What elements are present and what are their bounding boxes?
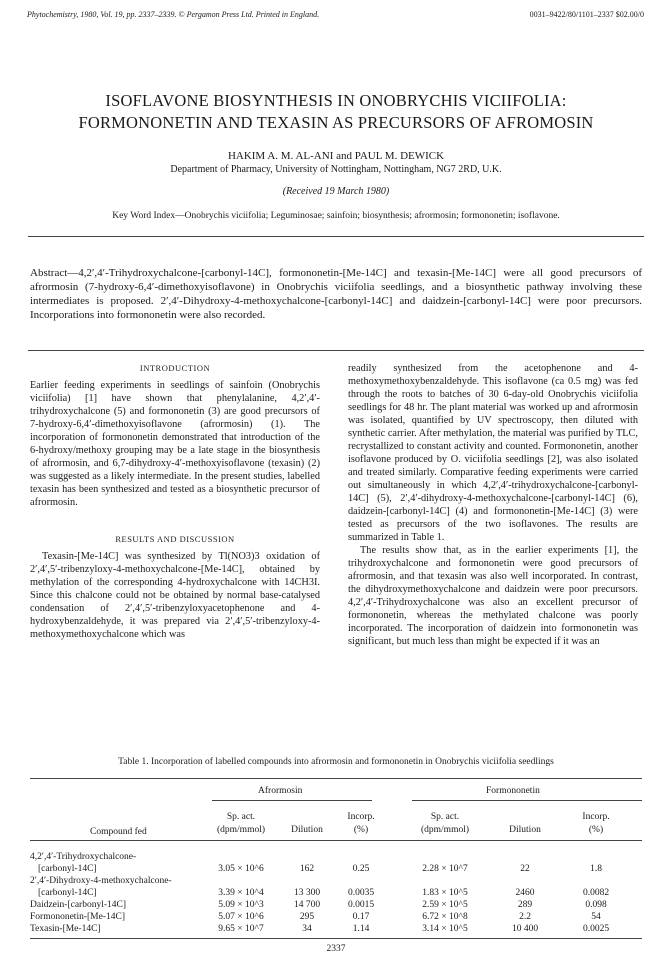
left-column: [30, 362, 320, 641]
table-cell: 2.59 × 10^5: [422, 900, 468, 910]
header-incorp-a-1: Incorp.: [347, 812, 375, 822]
table-cell: 0.25: [352, 864, 370, 874]
table-cell: 289: [517, 900, 533, 910]
keyword-index: Key Word Index—Onobrychis viciifolia; Leguminosae; sainfoin; biosynthesis; afrormosin; formononetin; isoflavone.: [112, 211, 560, 221]
table-cell: 14 700: [293, 900, 321, 910]
table-cell: 54: [591, 912, 601, 922]
table-cell: 10 400: [511, 924, 539, 934]
introduction-text: Earlier feeding experiments in seedlings of sainfoin (Onobrychis viciifolia) [1] have shown that phenylalanine, 4,2′,4′-trihydroxychalcone (5) and formononetin (3) are good precursors of 7-hydroxy-6,4′-dimethoxyisoflavone (afrormosin) (1). The incorporation of formononetin demonstrated that introduction of the 6-hydroxy/methoxy grouping may be a late stage in the biosynthesis of afrormosin, and 6,7-dihydroxy-4′-methoxyisoflavone (texasin) (2) was suggested as a likely intermediate. In the present studies, labelled texasin has been synthesized and tested as a biosynthetic precursor of afrormosin.: [30, 380, 320, 508]
introduction-heading: INTRODUCTION: [139, 363, 211, 373]
title-line-1: ISOFLAVONE BIOSYNTHESIS IN ONOBRYCHIS VICIIFOLIA:: [105, 91, 567, 110]
abstract: Abstract—4,2′,4′-Trihydroxychalcone-[carbonyl-14C], formononetin-[Me-14C] and texasin-[Me-14C] were all good precursors of afrormosin (7-hydroxy-6,4′-dimethoxyisoflavone) in Onobrychis viciifolia seedlings, and a biosynthetic pathway involving these intermediates is proposed. 2′,4′-Dihydroxy-4-methoxychalcone-[carbonyl-14C] and daidzein-[carbonyl-14C] were poor precursors. Incorporations into formononetin were also recorded.: [30, 267, 642, 321]
table-cell: 22: [520, 864, 530, 874]
group-rule-formononetin: [412, 800, 642, 801]
table-cell: 5.09 × 10^3: [218, 900, 264, 910]
row-2-compound: 2′,4′-Dihydroxy-4-methoxychalcone-: [30, 876, 172, 886]
header-dilution-f: Dilution: [509, 825, 541, 835]
table-cell: 1.14: [352, 924, 370, 934]
table-cell: 13 300: [293, 888, 321, 898]
table-rule-bottom: [30, 938, 642, 939]
row-1-compound-cont: [carbonyl-14C]: [38, 864, 97, 874]
table-cell: 34: [302, 924, 312, 934]
header-incorp-f-2: (%): [588, 825, 604, 835]
row-4-compound: Formononetin-[Me-14C]: [30, 912, 125, 922]
table-cell: 3.14 × 10^5: [422, 924, 468, 934]
table-cell: 1.83 × 10^5: [422, 888, 468, 898]
table-cell: 1.8: [590, 864, 602, 874]
results-heading: RESULTS AND DISCUSSION: [115, 534, 235, 544]
header-spact-f-2: (dpm/mmol): [420, 825, 470, 835]
header-incorp-f-1: Incorp.: [582, 812, 610, 822]
table-cell: 2460: [515, 888, 535, 898]
paper-title: [30, 90, 642, 134]
row-2-compound-cont: [carbonyl-14C]: [38, 888, 97, 898]
table-cell: 9.65 × 10^7: [218, 924, 264, 934]
table-cell: 162: [299, 864, 315, 874]
header-spact-a-2: (dpm/mmol): [216, 825, 266, 835]
table-caption: Table 1. Incorporation of labelled compounds into afrormosin and formononetin in Onobrychis viciifolia seedlings: [118, 757, 554, 767]
page-number: 2337: [326, 944, 346, 954]
journal-code: 0031–9422/80/1101–2337 $02.00/0: [529, 10, 644, 19]
title-line-2: FORMONONETIN AND TEXASIN AS PRECURSORS OF AFROMOSIN: [78, 113, 594, 132]
header-compound: Compound fed: [90, 827, 147, 837]
table-cell: 3.39 × 10^4: [218, 888, 264, 898]
table-cell: 0.0015: [347, 900, 375, 910]
header-incorp-a-2: (%): [353, 825, 369, 835]
affiliation: Department of Pharmacy, University of Nottingham, Nottingham, NG7 2RD, U.K.: [170, 164, 502, 175]
table-cell: 6.72 × 10^8: [422, 912, 468, 922]
group-header-formononetin: Formononetin: [486, 786, 540, 796]
table-cell: 0.0025: [582, 924, 610, 934]
right-column: [348, 362, 638, 648]
table-cell: 295: [299, 912, 315, 922]
right-paragraph-1: readily synthesized from the acetophenone and 4-methoxymethoxybenzaldehyde. This isoflavone (ca 0.5 mg) was fed through the roots to batches of 30 6-day-old Onobrychis viciifolia seedlings for 48 hr. The plant material was worked up and afrormosin was isolated, quantified by UV spectroscopy, then diluted with synthetic carrier. After methylation, the material was purified by TLC, recrystallized to constant activity and counted. Formononetin, another isoflavone produced by O. viciifolia seedlings [2], was also isolated and treated similarly. Comparative feeding experiments were carried out simultaneously in which 4,2′,4′-trihydroxychalcone-[carbonyl-14C] (5), 2′,4′-dihydroxy-4-methoxychalcone-[carbonyl-14C] (6), daidzein-[carbonyl-14C] (4) and formononetin-[Me-14C] (3) were tested as precursors of the two isoflavones. The results are summarized in Table 1.: [348, 363, 638, 543]
row-5-compound: Texasin-[Me-14C]: [30, 924, 101, 934]
row-3-compound: Daidzein-[carbonyl-14C]: [30, 900, 127, 910]
group-header-afrormosin: Afrormosin: [258, 786, 303, 796]
header-dilution-a: Dilution: [291, 825, 323, 835]
table-cell: 0.0082: [582, 888, 610, 898]
abstract-top-rule: [28, 236, 644, 237]
table-cell: 2.2: [519, 912, 531, 922]
received-date: (Received 19 March 1980): [282, 186, 390, 197]
abstract-bottom-rule: [28, 350, 644, 351]
row-1-compound: 4,2′,4′-Trihydroxychalcone-: [30, 852, 137, 862]
table-cell: 0.098: [585, 900, 607, 910]
table-cell: 3.05 × 10^6: [218, 864, 264, 874]
table-cell: 5.07 × 10^6: [218, 912, 264, 922]
table-cell: 0.17: [352, 912, 370, 922]
journal-header: Phytochemistry, 1980, Vol. 19, pp. 2337–2339. © Pergamon Press Ltd. Printed in England.: [27, 10, 320, 19]
table-rule-top: [30, 778, 642, 779]
table-cell: 0.0035: [347, 888, 375, 898]
authors: HAKIM A. M. AL-ANI and PAUL M. DEWICK: [227, 150, 445, 162]
header-spact-a-1: Sp. act.: [226, 812, 256, 822]
group-rule-afrormosin: [212, 800, 372, 801]
table-cell: 2.28 × 10^7: [422, 864, 468, 874]
table-rule-header: [30, 840, 642, 841]
results-text: Texasin-[Me-14C] was synthesized by Tl(NO3)3 oxidation of 2′,4′,5′-tribenzyloxy-4-methoxychalcone-[Me-14C], obtained by methylation of the corresponding 4-hydroxychalcone with 14CH3I. Since this chalcone could not be obtained by normal base-catalysed condensation of 2′,4′,5′-tribenzyloxyacetophenone and 4-hydroxybenzaldehyde, it was prepared via 2′,4′,5′-tribenzyloxy-4-methoxymethoxychalcone which was: [30, 551, 320, 640]
header-spact-f-1: Sp. act.: [430, 812, 460, 822]
right-paragraph-2: The results show that, as in the earlier experiments [1], the trihydroxychalcone and formononetin were good precursors of afrormosin, and that texasin was also well incorporated. In contrast, the dihydroxymethoxychalcone and daidzein were poor precursors. 4,2′,4′-Trihydroxychalcone was also an excellent precursor of formononetin, whereas the methylated chalcone was poorly incorporated. The incorporation of daidzein into formononetin was significant, but much less than might be expected if it was an: [348, 545, 638, 647]
